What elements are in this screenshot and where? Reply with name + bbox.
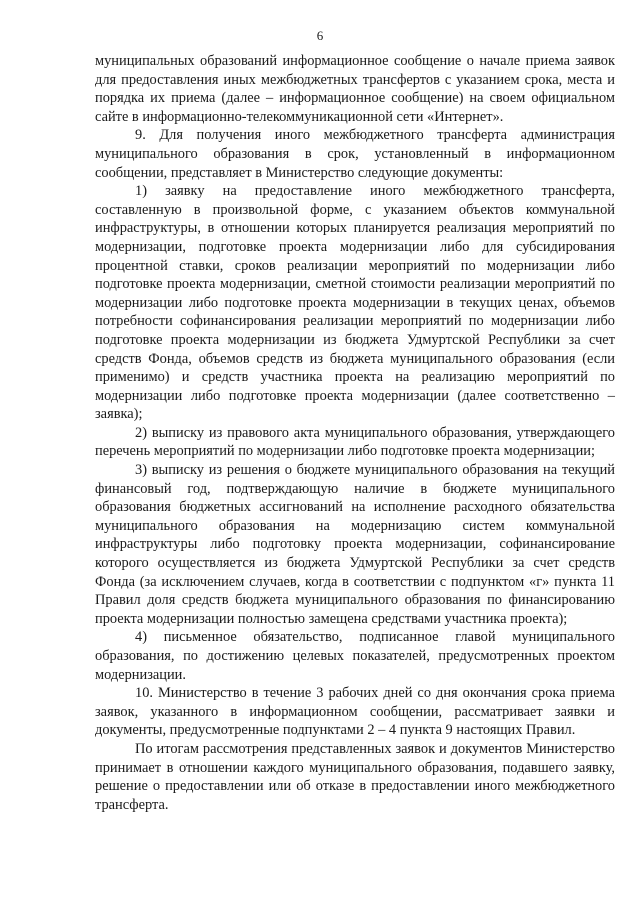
list-item-4: 4) письменное обязательство, подписанное главой муниципального образования, по достижению целевых показателей, предусмотренных проектом модернизации. <box>95 629 615 683</box>
document-body <box>95 52 615 814</box>
paragraph-continuation: муниципальных образований информационное сообщение о начале приема заявок для предоставления иных межбюджетных трансфертов с указанием срока, места и порядка их приема (далее – информационное сообщение) на своем официальном сайте в информационно-телекоммуникационной сети «Интернет». <box>95 53 615 125</box>
list-item-3: 3) выписку из решения о бюджете муниципального образования на текущий финансовый год, подтверждающую наличие в бюджете муниципального образования бюджетных ассигнований на исполнение расходного обязательства муниципального образования на модернизацию систем коммунальной инфраструктуры либо подготовку проекта модернизации, софинансирование которого осуществляется из бюджета Удмуртской Республики за счет средств Фонда (за исключением случаев, когда в соответствии с подпунктом «г» пункта 11 Правил доля средств бюджета муниципального образования по финансированию проекта модернизации полностью замещена средствами участника проекта); <box>95 462 615 627</box>
list-item-1: 1) заявку на предоставление иного межбюджетного трансферта, составленную в произвольной форме, с указанием объектов коммунальной инфраструктуры, в отношении которых планируется реализация мероприятий по модернизации, подготовке проекта модернизации либо для субсидирования процентной ставки, сроков реализации мероприятий по модернизации либо подготовке проекта модернизации, сметной стоимости реализации мероприятий по модернизации либо подготовке проекта модернизации в текущих ценах, объемов потребности софинансирования реализации мероприятий по модернизации либо подготовке проекта модернизации из бюджета Удмуртской Республики за счет средств Фонда, объемов средств из бюджета муниципального образования (если применимо) и средств участника проекта на реализацию мероприятий по модернизации либо подготовке проекта модернизации (далее соответственно – заявка); <box>95 183 615 423</box>
paragraph-clause-9: 9. Для получения иного межбюджетного трансферта администрация муниципального образования в срок, установленный в информационном сообщении, представляет в Министерство следующие документы: <box>95 127 615 181</box>
list-item-2: 2) выписку из правового акта муниципального образования, утверждающего перечень мероприятий по модернизации либо подготовке проекта модернизации; <box>95 424 615 460</box>
page-number: 6 <box>316 28 324 43</box>
paragraph-decision: По итогам рассмотрения представленных заявок и документов Министерство принимает в отношении каждого муниципального образования, подавшего заявку, решение о предоставлении или об отказе в предоставлении иного межбюджетного трансферта. <box>95 740 615 813</box>
paragraph-clause-10: 10. Министерство в течение 3 рабочих дней со дня окончания срока приема заявок, указанного в информационном сообщении, рассматривает заявки и документы, предусмотренные подпунктами 2 – 4 пункта 9 настоящих Правил. <box>95 685 615 739</box>
